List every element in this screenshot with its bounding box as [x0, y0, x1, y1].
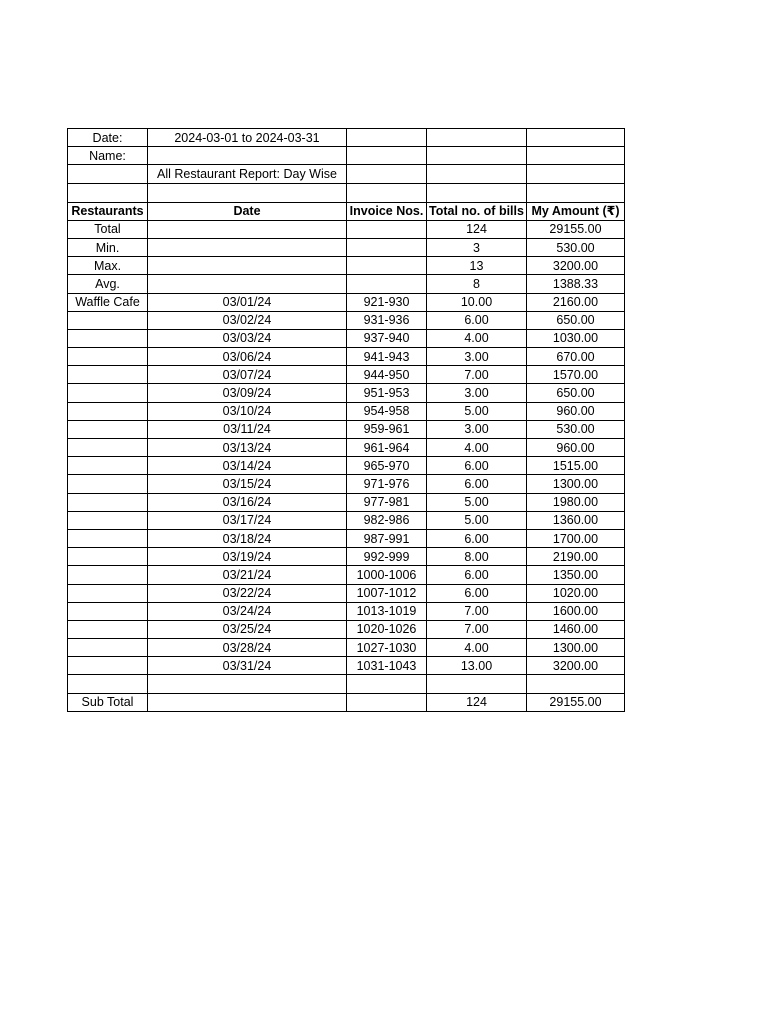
row-date: 03/03/24: [148, 329, 347, 347]
empty-cell: [68, 348, 148, 366]
spacer-row: [68, 184, 625, 202]
row-amount: 650.00: [527, 311, 625, 329]
row-invoice: 944-950: [347, 366, 427, 384]
table-row: [68, 475, 625, 493]
row-invoice: 1020-1026: [347, 620, 427, 638]
table-row: [68, 384, 625, 402]
table-row: [68, 420, 625, 438]
summary-label: Min.: [68, 238, 148, 256]
empty-cell: [427, 675, 527, 693]
summary-amount: 29155.00: [527, 220, 625, 238]
row-invoice: 1007-1012: [347, 584, 427, 602]
summary-bills: 13: [427, 257, 527, 275]
empty-cell: [68, 311, 148, 329]
table-row: [68, 548, 625, 566]
row-invoice: 987-991: [347, 529, 427, 547]
empty-cell: [527, 165, 625, 184]
row-amount: 2160.00: [527, 293, 625, 311]
table-row: [68, 602, 625, 620]
restaurant-name: Waffle Cafe: [68, 293, 148, 311]
table-row: [68, 493, 625, 511]
report-table: [67, 128, 625, 712]
empty-cell: [148, 238, 347, 256]
table-row: [68, 620, 625, 638]
table-row: [68, 584, 625, 602]
empty-cell: [148, 693, 347, 711]
empty-cell: [427, 165, 527, 184]
subtotal-amount: 29155.00: [527, 693, 625, 711]
row-bills: 6.00: [427, 457, 527, 475]
name-row: [68, 147, 625, 165]
summary-row-avg: [68, 275, 625, 293]
row-invoice: 1013-1019: [347, 602, 427, 620]
row-bills: 5.00: [427, 493, 527, 511]
row-invoice: 951-953: [347, 384, 427, 402]
empty-cell: [347, 675, 427, 693]
row-invoice: 954-958: [347, 402, 427, 420]
row-invoice: 992-999: [347, 548, 427, 566]
table-row: [68, 639, 625, 657]
row-amount: 650.00: [527, 384, 625, 402]
report-title: All Restaurant Report: Day Wise: [148, 165, 347, 184]
row-date: 03/10/24: [148, 402, 347, 420]
date-range-value: 2024-03-01 to 2024-03-31: [148, 129, 347, 147]
header-restaurants: Restaurants: [68, 202, 148, 220]
summary-bills: 124: [427, 220, 527, 238]
row-date: 03/15/24: [148, 475, 347, 493]
summary-amount: 530.00: [527, 238, 625, 256]
row-date: 03/31/24: [148, 657, 347, 675]
empty-cell: [427, 184, 527, 202]
row-bills: 6.00: [427, 529, 527, 547]
table-row: [68, 457, 625, 475]
empty-cell: [68, 402, 148, 420]
summary-amount: 3200.00: [527, 257, 625, 275]
row-amount: 1300.00: [527, 639, 625, 657]
row-date: 03/21/24: [148, 566, 347, 584]
row-invoice: 971-976: [347, 475, 427, 493]
spacer-row: [68, 675, 625, 693]
row-amount: 1300.00: [527, 475, 625, 493]
row-bills: 10.00: [427, 293, 527, 311]
row-bills: 4.00: [427, 439, 527, 457]
row-bills: 3.00: [427, 348, 527, 366]
empty-cell: [68, 329, 148, 347]
summary-label: Avg.: [68, 275, 148, 293]
row-bills: 6.00: [427, 566, 527, 584]
row-amount: 2190.00: [527, 548, 625, 566]
empty-cell: [527, 147, 625, 165]
empty-cell: [68, 548, 148, 566]
row-bills: 6.00: [427, 311, 527, 329]
row-date: 03/19/24: [148, 548, 347, 566]
row-invoice: 982-986: [347, 511, 427, 529]
row-bills: 6.00: [427, 584, 527, 602]
row-date: 03/09/24: [148, 384, 347, 402]
row-date: 03/13/24: [148, 439, 347, 457]
row-amount: 1350.00: [527, 566, 625, 584]
summary-row-max: [68, 257, 625, 275]
empty-cell: [68, 620, 148, 638]
empty-cell: [68, 639, 148, 657]
row-amount: 530.00: [527, 420, 625, 438]
empty-cell: [148, 184, 347, 202]
empty-cell: [347, 257, 427, 275]
empty-cell: [68, 165, 148, 184]
row-invoice: 977-981: [347, 493, 427, 511]
empty-cell: [347, 275, 427, 293]
header-invoice: Invoice Nos.: [347, 202, 427, 220]
empty-cell: [68, 566, 148, 584]
row-amount: 1980.00: [527, 493, 625, 511]
table-row: [68, 566, 625, 584]
empty-cell: [347, 184, 427, 202]
empty-cell: [527, 129, 625, 147]
row-date: 03/24/24: [148, 602, 347, 620]
empty-cell: [68, 493, 148, 511]
date-row: [68, 129, 625, 147]
row-date: 03/18/24: [148, 529, 347, 547]
row-invoice: 921-930: [347, 293, 427, 311]
table-row: [68, 366, 625, 384]
row-bills: 4.00: [427, 329, 527, 347]
row-date: 03/25/24: [148, 620, 347, 638]
summary-row-min: [68, 238, 625, 256]
empty-cell: [527, 184, 625, 202]
table-row: [68, 293, 625, 311]
name-value: [148, 147, 347, 165]
empty-cell: [148, 257, 347, 275]
row-bills: 5.00: [427, 402, 527, 420]
row-invoice: 961-964: [347, 439, 427, 457]
summary-bills: 8: [427, 275, 527, 293]
subtotal-row: [68, 693, 625, 711]
row-amount: 1570.00: [527, 366, 625, 384]
summary-amount: 1388.33: [527, 275, 625, 293]
row-amount: 1360.00: [527, 511, 625, 529]
row-amount: 1030.00: [527, 329, 625, 347]
row-date: 03/01/24: [148, 293, 347, 311]
row-invoice: 937-940: [347, 329, 427, 347]
row-bills: 3.00: [427, 420, 527, 438]
table-row: [68, 348, 625, 366]
name-label: Name:: [68, 147, 148, 165]
empty-cell: [427, 129, 527, 147]
row-bills: 6.00: [427, 475, 527, 493]
empty-cell: [148, 675, 347, 693]
row-date: 03/11/24: [148, 420, 347, 438]
empty-cell: [148, 275, 347, 293]
empty-cell: [68, 420, 148, 438]
row-amount: 1460.00: [527, 620, 625, 638]
subtotal-label: Sub Total: [68, 693, 148, 711]
row-date: 03/06/24: [148, 348, 347, 366]
row-invoice: 1027-1030: [347, 639, 427, 657]
empty-cell: [347, 165, 427, 184]
empty-cell: [68, 511, 148, 529]
empty-cell: [68, 184, 148, 202]
empty-cell: [527, 675, 625, 693]
row-amount: 3200.00: [527, 657, 625, 675]
row-date: 03/17/24: [148, 511, 347, 529]
empty-cell: [68, 657, 148, 675]
table-row: [68, 529, 625, 547]
row-bills: 3.00: [427, 384, 527, 402]
row-date: 03/22/24: [148, 584, 347, 602]
table-row: [68, 511, 625, 529]
row-amount: 960.00: [527, 439, 625, 457]
column-header-row: [68, 202, 625, 220]
row-bills: 4.00: [427, 639, 527, 657]
row-date: 03/28/24: [148, 639, 347, 657]
row-invoice: 1000-1006: [347, 566, 427, 584]
empty-cell: [68, 457, 148, 475]
summary-row-total: [68, 220, 625, 238]
row-date: 03/02/24: [148, 311, 347, 329]
header-bills: Total no. of bills: [427, 202, 527, 220]
row-bills: 5.00: [427, 511, 527, 529]
row-invoice: 931-936: [347, 311, 427, 329]
row-invoice: 1031-1043: [347, 657, 427, 675]
empty-cell: [68, 366, 148, 384]
row-invoice: 959-961: [347, 420, 427, 438]
row-bills: 7.00: [427, 620, 527, 638]
row-date: 03/16/24: [148, 493, 347, 511]
table-row: [68, 311, 625, 329]
row-bills: 8.00: [427, 548, 527, 566]
summary-label: Max.: [68, 257, 148, 275]
empty-cell: [347, 220, 427, 238]
date-label: Date:: [68, 129, 148, 147]
row-amount: 1700.00: [527, 529, 625, 547]
row-bills: 7.00: [427, 366, 527, 384]
empty-cell: [347, 147, 427, 165]
row-amount: 1515.00: [527, 457, 625, 475]
empty-cell: [68, 475, 148, 493]
empty-cell: [68, 602, 148, 620]
row-amount: 670.00: [527, 348, 625, 366]
table-row: [68, 402, 625, 420]
empty-cell: [68, 584, 148, 602]
table-row: [68, 329, 625, 347]
row-bills: 13.00: [427, 657, 527, 675]
row-invoice: 941-943: [347, 348, 427, 366]
empty-cell: [347, 238, 427, 256]
header-amount: My Amount (₹): [527, 202, 625, 220]
summary-label: Total: [68, 220, 148, 238]
empty-cell: [68, 439, 148, 457]
report-title-row: [68, 165, 625, 184]
row-bills: 7.00: [427, 602, 527, 620]
table-row: [68, 657, 625, 675]
report-table-body: [68, 129, 625, 712]
row-amount: 1020.00: [527, 584, 625, 602]
empty-cell: [347, 693, 427, 711]
empty-cell: [68, 675, 148, 693]
row-date: 03/07/24: [148, 366, 347, 384]
empty-cell: [347, 129, 427, 147]
empty-cell: [148, 220, 347, 238]
row-amount: 1600.00: [527, 602, 625, 620]
table-row: [68, 439, 625, 457]
row-invoice: 965-970: [347, 457, 427, 475]
header-date: Date: [148, 202, 347, 220]
row-date: 03/14/24: [148, 457, 347, 475]
empty-cell: [68, 529, 148, 547]
summary-bills: 3: [427, 238, 527, 256]
empty-cell: [427, 147, 527, 165]
subtotal-bills: 124: [427, 693, 527, 711]
empty-cell: [68, 384, 148, 402]
row-amount: 960.00: [527, 402, 625, 420]
